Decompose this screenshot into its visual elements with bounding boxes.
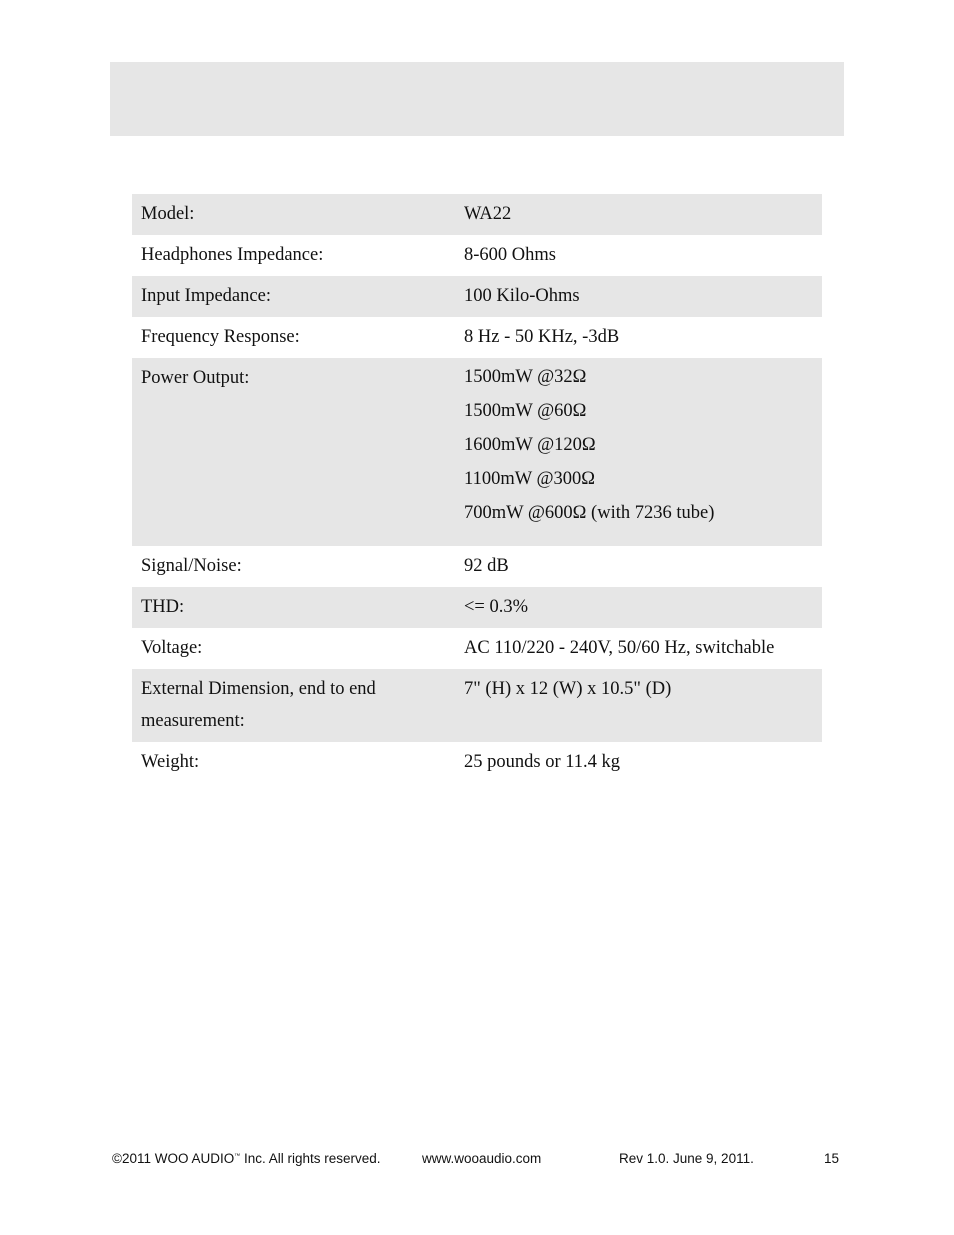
header-band bbox=[110, 62, 844, 136]
copyright-suffix: Inc. All rights reserved. bbox=[240, 1151, 381, 1166]
spec-value: 8-600 Ohms bbox=[464, 245, 556, 265]
spec-row-input-impedance bbox=[132, 276, 822, 317]
spec-label: THD: bbox=[141, 597, 185, 617]
spec-row-frequency-response bbox=[132, 317, 822, 358]
spec-value-line: 700mW @600Ω (with 7236 tube) bbox=[464, 503, 715, 523]
spec-value: <= 0.3% bbox=[464, 597, 529, 617]
footer-revision: Rev 1.0. June 9, 2011. bbox=[619, 1151, 754, 1166]
spec-value: AC 110/220 - 240V, 50/60 Hz, switchable bbox=[464, 638, 775, 658]
spec-value: 100 Kilo-Ohms bbox=[464, 286, 580, 306]
footer-copyright bbox=[112, 1151, 381, 1166]
spec-row-model bbox=[132, 194, 822, 235]
spec-value: 92 dB bbox=[464, 556, 509, 576]
page-number: 15 bbox=[824, 1151, 840, 1166]
spec-value: 7" (H) x 12 (W) x 10.5" (D) bbox=[464, 679, 672, 699]
spec-value: 8 Hz - 50 KHz, -3dB bbox=[464, 327, 620, 347]
spec-value-line: 1500mW @32Ω bbox=[464, 367, 587, 387]
copyright-prefix: ©2011 WOO AUDIO bbox=[112, 1151, 235, 1166]
spec-label: Weight: bbox=[141, 752, 200, 772]
spec-row-thd bbox=[132, 587, 822, 628]
spec-label: Signal/Noise: bbox=[141, 556, 242, 576]
spec-label: Voltage: bbox=[141, 638, 203, 658]
specifications-table bbox=[132, 194, 822, 783]
spec-row-power-output bbox=[132, 358, 822, 546]
footer-website: www.wooaudio.com bbox=[422, 1151, 542, 1166]
spec-row-weight bbox=[132, 742, 822, 783]
trademark-symbol: ™ bbox=[234, 1153, 241, 1160]
spec-label: Frequency Response: bbox=[141, 327, 300, 347]
spec-label: Model: bbox=[141, 204, 195, 224]
spec-row-external-dimension bbox=[132, 669, 822, 742]
spec-value: WA22 bbox=[464, 204, 512, 224]
spec-row-signal-noise bbox=[132, 546, 822, 587]
spec-row-voltage bbox=[132, 628, 822, 669]
spec-label: Power Output: bbox=[141, 368, 250, 388]
spec-value: 25 pounds or 11.4 kg bbox=[464, 752, 621, 772]
page-footer bbox=[112, 1151, 842, 1171]
spec-row-headphones-impedance bbox=[132, 235, 822, 276]
spec-value-line: 1600mW @120Ω bbox=[464, 435, 596, 455]
spec-label: External Dimension, end to end measurement: bbox=[141, 679, 376, 731]
spec-value-line: 1100mW @300Ω bbox=[464, 469, 595, 489]
spec-label: Input Impedance: bbox=[141, 286, 271, 306]
power-output-values bbox=[464, 358, 822, 530]
spec-label: Headphones Impedance: bbox=[141, 245, 324, 265]
spec-value-line: 1500mW @60Ω bbox=[464, 401, 587, 421]
